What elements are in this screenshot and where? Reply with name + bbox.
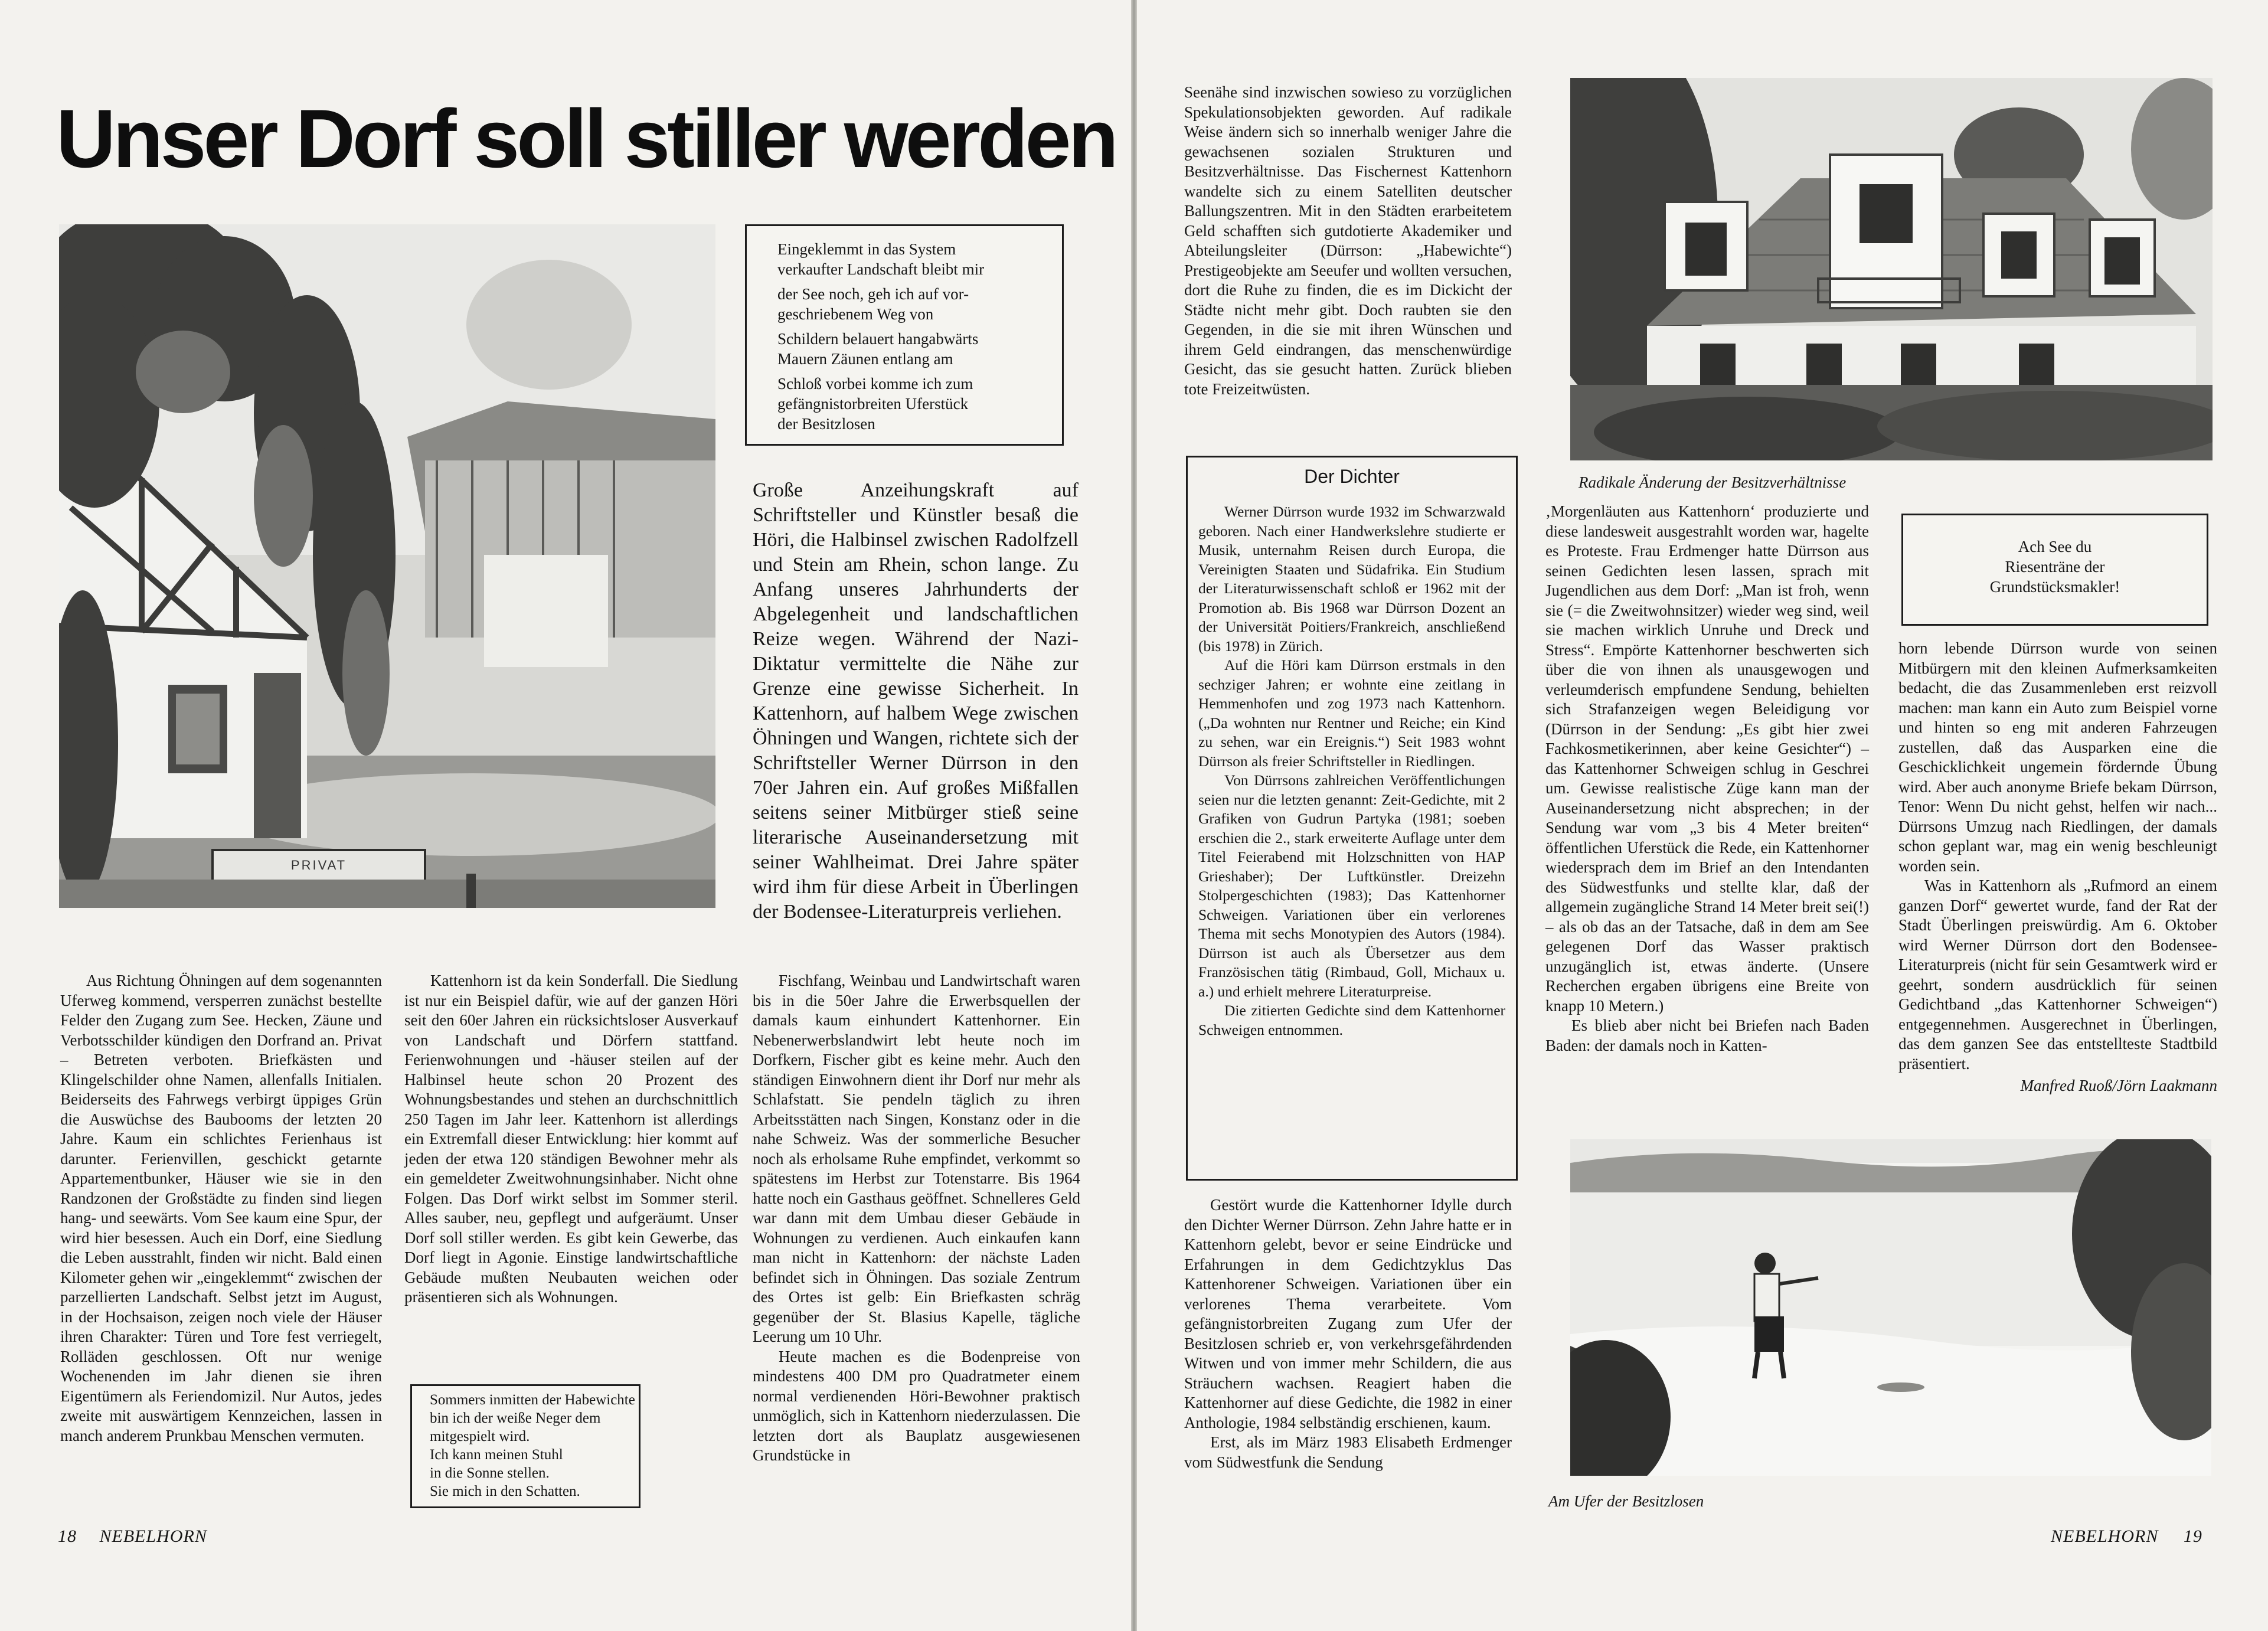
col4-bottom-paragraph-2: Erst, als im März 1983 Elisabeth Erdmenger vom Südwestfunk die Sendung bbox=[1184, 1433, 1512, 1471]
col4-bottom-paragraph-1: Gestört wurde die Kattenhorner Idylle durch den Dichter Werner Dürrson. Zehn Jahre hatte er in Kattenhorn gelebt, bevor er seine Eindrücke und Erfahrungen in dem Gedichtzyklus Das Kattenhorener Schweigen. Variationen über ein verlorenes Thema verarbeitete. Vom gefängnistorbreiten Zugang zum Ufer der Besitzlosen schrieb er, von verkehrsgefährdenden Witwen und von immer mehr Schildern, die aus Sträuchern wachsen. Reagiert haben die Kattenhorner auf diese Gedichte, die 1982 in einer Anthologie, 1984 selbständig erschienen, kaum. bbox=[1184, 1196, 1512, 1431]
column-6 bbox=[1898, 639, 2217, 1096]
poem-top-line-3: Schildern belauert hangabwärts Mauern Zäunen entlang am bbox=[777, 330, 979, 368]
poem-bottom-text: Sommers inmitten der Habewichte bin ich der weiße Neger dem mitgespielt wird. Ich kann meinen Stuhl in die Sonne stellen. Sie mich in den Schatten. bbox=[430, 1392, 635, 1499]
dichter-paragraph-4: Die zitierten Gedichte sind dem Kattenhorner Schweigen entnommen. bbox=[1198, 1002, 1505, 1038]
magazine-name-left: NEBELHORN bbox=[99, 1527, 207, 1546]
page-number-left: 18 bbox=[58, 1527, 77, 1546]
poem-box-right bbox=[1901, 514, 2208, 626]
col5-paragraph-1: ‚Morgenläuten aus Kattenhorn‘ produzierte und diese landesweit ausgestrahlt worden war, hagelte es Proteste. Frau Erdmenger hatte Dürrson aus seinen Gedichten lesen lassen, sprach mit Jugendlichen aus dem Dorf: „Man ist froh, wenn sie (= die Zweitwohnsitzer) wieder weg sind, weil sie machen wirklich Unruhe und Dreck und Stress“. Empörte Kattenhorner beschwerten sich über die von ihnen als unausgewogen und verleumderisch empfundene Sendung, behielten sich Strafanzeigen wegen Beleidigung vor (Dürrson in der Sendung: „Es gibt hier zwei Fachkosmetikerinnen, aber keine Gesichter“) – das Kattenhorner Schweigen schlug in Geschrei um. Gewisse realistische Züge kann man der Auseinandersetzung nicht absprechen; in der Sendung war vom „3 bis 4 Meter breiten“ öffentlichen Uferstück die Rede, ein Kattenhorner wiedersprach dem im Brief an den Intendanten des Südwestfunks und stellte klar, daß der allgemein zugängliche Strand 14 Meter breit sei(!) – als ob das an der Tatsache, daß in dem am See gelegenen Dorf das Wasser praktisch unzugänglich ist, etwas änderte. (Unsere Recherchen ergaben übrigens eine Breite von knapp 10 Metern.) bbox=[1545, 502, 1869, 1015]
farmhouse-photo bbox=[59, 224, 715, 908]
headline: Unser Dorf soll stiller werden bbox=[56, 92, 1116, 185]
poem-top-line-2: der See noch, geh ich auf vor- geschriebenem Weg von bbox=[777, 285, 969, 323]
column-5 bbox=[1545, 502, 1869, 1055]
column-2 bbox=[404, 971, 738, 1308]
right-page bbox=[1137, 0, 2268, 1631]
privat-sign-text: PRIVAT bbox=[290, 858, 347, 872]
folio-right bbox=[2051, 1526, 2202, 1547]
lake-photo bbox=[1570, 1139, 2211, 1476]
caption-lake: Am Ufer der Besitzlosen bbox=[1548, 1492, 1704, 1510]
poem-top-line-1: Eingeklemmt in das System verkaufter Landschaft bleibt mir bbox=[777, 240, 985, 278]
column-1 bbox=[60, 971, 382, 1446]
dichter-box bbox=[1186, 456, 1518, 1181]
column-4-top bbox=[1184, 83, 1512, 399]
col6-paragraph-1: horn lebende Dürrson wurde von seinen Mitbürgern mit den kleinen Aufmerksamkeiten bedacht, die das Zusammenleben erst reizvoll machen: man kann ein Auto zum Beispiel vorne und hinten so eng mit anderen Fahrzeugen zustellen, daß das Ausparken eine die Geschicklichkeit ungemein fördernde Übung wird. Aber auch anonyme Briefe bekam Dürrson, Tenor: Wenn Du nicht gehst, helfen wir nach... Dürrsons Umzug nach Riedlingen, der damals schon geplant war, mag ein wenig beschleunigt worden sein. bbox=[1898, 639, 2217, 875]
page-gutter bbox=[1131, 0, 1137, 1631]
col4-top-paragraph: Seenähe sind inzwischen sowieso zu vorzüglichen Spekulationsobjekten geworden. Auf radikale Weise ändern sich so innerhalb weniger Jahre die gewachsenen sozialen Strukturen und Besitzverhältnisse. Das Fischernest Kattenhorn wandelte sich zu einem Satelliten deutscher Ballungszentren. Mit in den Städten erarbeitetem Geld schafften sich gutdotierte Akademiker und Abteilungsleiter (Dürrson: „Habewichte“) Prestigeobjekte am Seeufer und wollten versuchen, dort die Ruhe zu finden, die es im Dickicht der Städte nicht mehr gibt. Doch raubten sie den Gegenden, in die sie mit ihren Wünschen und ihrem Geld eindrangen, das menschenwürdige Gesicht, das sie gesucht hatten. Zurück blieben tote Freizeitwüsten. bbox=[1184, 83, 1512, 398]
poem-right-text: Ach See du Riesenträne der Grundstücksmakler! bbox=[1989, 538, 2120, 596]
left-page bbox=[0, 0, 1131, 1631]
poem-box-top bbox=[745, 224, 1064, 446]
col2-paragraph: Kattenhorn ist da kein Sonderfall. Die Siedlung ist nur ein Beispiel dafür, wie auf der ganzen Höri seit den 60er Jahren ein rücksichtsloser Ausverkauf von Landschaft und Dörfern stattfand. Ferienwohnungen und -häuser steilen auf der Halbinsel heute schon 20 Prozent des Wohnungsbestandes und stehen an durchschnittlich 250 Tagen im Jahr leer. Kattenhorn ist allerdings ein Extremfall dieser Entwicklung: hier kommt auf jeden der etwa 120 ständigen Bewohner mehr als ein gemeldeter Zweitwohnungsinhaber. Nicht ohne Folgen. Das Dorf wirkt selbst im Sommer steril. Alles sauber, neu, gepflegt und aufgeräumt. Unser Dorf soll stiller werden. Es gibt kein Gewerbe, das Dorf liegt in Agonie. Einstige landwirtschaftliche Gebäude mußten Neubauten weichen oder präsentieren sich als Wohnungen. bbox=[404, 972, 738, 1306]
dichter-paragraph-1: Werner Dürrson wurde 1932 im Schwarzwald geboren. Nach einer Handwerkslehre studierte er Musik, unternahm Reisen durch Europa, die Vereinigten Staaten und Südafrika. Ein Studium der Literaturwissenschaft schloß er 1962 mit der Promotion ab. Bis 1968 war Dürrson Dozent an der Universität Poitiers/Frankreich, anschließend (bis 1978) in Zürich. bbox=[1198, 503, 1505, 655]
dichter-paragraph-3: Von Dürrsons zahlreichen Veröffentlichungen seien nur die letzten genannt: Zeit-Gedichte, mit 2 Grafiken von Gudrun Partyka (1981; soeben erschien die 2., stark erweiterte Auflage unter dem Titel Feierabend mit Holzschnitten von HAP Grieshaber); Der Luftkünstler. Dreizehn Stolpergeschichten (1983); Das Kattenhorner Schweigen. Variationen über ein verlorenes Thema mit sechs Monotypien des Autors (1984). Dürrson ist auch als Übersetzer aus dem Französischen tätig (Rimbaud, Goll, Michaux u. a.) und erhielt mehrere Literaturpreise. bbox=[1198, 772, 1505, 1000]
col5-paragraph-2: Es blieb aber nicht bei Briefen nach Baden Baden: der damals noch in Katten- bbox=[1545, 1016, 1869, 1054]
dichter-paragraph-2: Auf die Höri kam Dürrson erstmals in den sechziger Jahren; er wohnte eine zeitlang in Hemmenhofen und zog 1973 nach Kattenhorn. („Da wohnten nur Rentner und Reiche; ein Kind zu sehen, war ein Ereignis.“) Seit 1983 wohnt Dürrson als freier Schriftsteller in Riedlingen. bbox=[1198, 656, 1505, 770]
col3-paragraph-1: Fischfang, Weinbau und Landwirtschaft waren bis in die 50er Jahre die Erwerbsquellen der damals kaum einhundert Kattenhorner. Ein Nebenerwerbslandwirt lebt heute noch im Dorfkern, Fischer gibt es keine mehr. Auch den ständigen Einwohnern dient ihr Dorf nur mehr als Schlafstatt. Sie pendeln täglich zu ihren Arbeitsstätten nach Singen, Konstanz oder in die nahe Schweiz. Was der sommerliche Besucher noch als erholsame Ruhe empfindet, verkommt so spätestens im Herbst zur Totenstarre. Bis 1964 hatte noch ein Gasthaus geöffnet. Schnelleres Geld war dann mit dem Umbau dieser Gebäude in Wohnungen zu verdienen. Auch einkaufen kann man nicht in Kattenhorn: der nächste Laden befindet sich in Öhningen. Das soziale Zentrum des Ortes ist gelb: Ein Briefkasten schräg gegenüber der St. Blasius Kapelle, tägliche Leerung um 10 Uhr. bbox=[753, 972, 1080, 1345]
poem-top-line-4: Schloß vorbei komme ich zum gefängnistorbreiten Uferstück der Besitzlosen bbox=[777, 375, 973, 433]
column-3 bbox=[753, 971, 1080, 1466]
villa-photo bbox=[1570, 78, 2213, 460]
col3-paragraph-2: Heute machen es die Bodenpreise von mindestens 400 DM pro Quadratmeter einem normal verdienenden Höri-Bewohner praktisch unmöglich, sich in Kattenhorn niederzulassen. Die letzten dort als Bauplatz ausgewiesenen Grundstücke in bbox=[753, 1347, 1080, 1464]
poem-box-bottom bbox=[410, 1384, 640, 1508]
lead-text: Große Anzeihungskraft auf Schriftsteller und Künstler besaß die Höri, die Halbinsel zwischen Radolfzell und Stein am Rhein, schon lange. Zu Anfang unseres Jahrhunderts der Abgelegenheit und landschaftlichen Reize wegen. Während der Nazi-Diktatur vermittelte die Nähe zur Grenze eine gewisse Sicherheit. In Kattenhorn, auf halbem Wege zwischen Öhningen und Wangen, richtete sich der Schriftsteller Werner Dürrson in den 70er Jahren ein. Auf großes Mißfallen seitens seiner Mitbürger stieß seine literarische Auseinandersetzung mit seiner Wahlheimat. Drei Jahre später wird ihm für diese Arbeit in Überlingen der Bodensee-Literaturpreis verliehen. bbox=[753, 479, 1079, 923]
dichter-box-title: Der Dichter bbox=[1304, 466, 1400, 487]
page-number-right: 19 bbox=[2183, 1527, 2202, 1546]
magazine-name-right: NEBELHORN bbox=[2051, 1527, 2159, 1546]
col6-paragraph-2: Was in Kattenhorn als „Rufmord an einem ganzen Dorf“ gewertet wurde, fand der Rat der Stadt Überlingen preiswürdig. Am 6. Oktober wird Werner Dürrson dort den Bodensee-Literaturpreis (nicht für sein Gesamtwerk wird er geehrt, sondern ausdrücklich für seinen Gedichtband „das Kattenhorner Schweigen“) entgegennehmen. Ausgerechnet in Überlingen, das dem ganzen See das entstellteste Stadtbild präsentiert. bbox=[1898, 877, 2217, 1073]
lead-paragraph bbox=[753, 478, 1079, 924]
column-4-bottom bbox=[1184, 1195, 1512, 1472]
folio-left bbox=[58, 1526, 207, 1547]
author-signature: Manfred Ruoß/Jörn Laakmann bbox=[2020, 1077, 2217, 1094]
caption-house: Radikale Änderung der Besitzverhältnisse bbox=[1579, 473, 1847, 491]
col1-paragraph: Aus Richtung Öhningen auf dem sogenannten Uferweg kommend, versperren zunächst bestellte Felder den Zugang zum See. Hecken, Zäune und Verbotsschilder kündigen den Dorfrand an. Privat – Betreten verboten. Briefkästen und Klingelschilder ohne Namen, allenfalls Initialen. Beiderseits des Fahrwegs verbirgt üppiges Grün die Auswüchse des Baubooms der letzten 20 Jahre. Kaum ein schlichtes Ferienhaus ist darunter. Ferienvillen, geschickt getarnte Appartementbunker, Häuser wie sie in den Randzonen der Großstädte zu finden sind liegen hang- und seewärts. Vom See kaum eine Spur, der wird hier besessen. Auch ein Dorf, eine Siedlung die Leben ausstrahlt, finden wir nicht. Bald einen Kilometer gehen wir „eingeklemmt“ zwischen der parzellierten Landschaft. Selbst jetzt im August, in der Hochsaison, zeigen noch viele der Häuser ihren Charakter: Türen und Tore fest verriegelt, Rolläden geschlossen. Oft nur wenige Wochenenden im Jahr dienen sie ihren Eigentümern als Feriendomizil. Nur Autos, jedes zweite mit auswärtigem Kennzeichen, lassen in manch anderem Prunkbau Menschen vermuten. bbox=[60, 972, 382, 1444]
